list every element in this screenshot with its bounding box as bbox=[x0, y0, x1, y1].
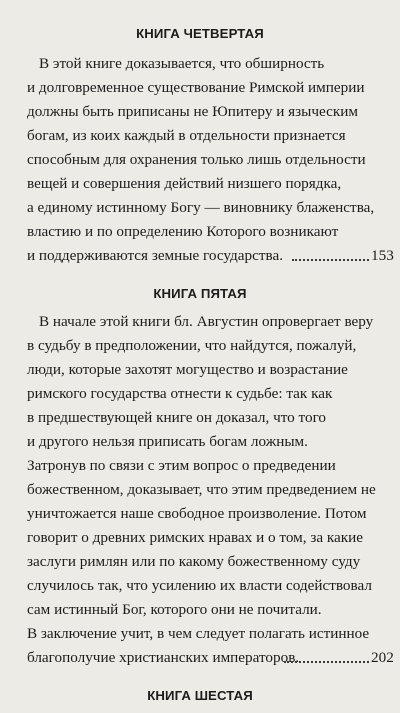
text-line: римского государства отнести к судьбе: так как bbox=[27, 385, 333, 402]
text-line: случилось так, что усилению их власти содействовал bbox=[27, 577, 372, 594]
text-line: способным для охранения только лишь отдельности bbox=[27, 151, 366, 168]
text-line: божественном, доказывает, что этим предведением не bbox=[27, 481, 376, 498]
text-line: богам, из коих каждый в отдельности признается bbox=[27, 127, 346, 144]
page-number: 202 bbox=[371, 649, 394, 666]
text-line: должны быть приписаны не Юпитеру и языческим bbox=[27, 103, 358, 120]
text-line: благополучие христианских императоров. bbox=[27, 649, 300, 666]
text-line: В этой книге доказывается, что обширность bbox=[39, 55, 325, 72]
text-line: говорит о древних римских нравах и о том, за какие bbox=[27, 529, 364, 546]
text-line: и долговременное существование Римской империи bbox=[27, 79, 365, 96]
text-line: а единому истинному Богу — виновнику блаженства, bbox=[27, 199, 375, 216]
text-line: В заключение учит, в чем следует полагать истинное bbox=[27, 625, 370, 642]
text-line: люди, которые захотят могущество и возрастание bbox=[27, 361, 348, 378]
text-line: Затронув по связи с этим вопрос о предведении bbox=[27, 457, 336, 474]
dot-leader bbox=[284, 655, 369, 663]
text-line: уничтожается наше свободное произволение. Потом bbox=[27, 505, 367, 522]
section-heading-book-5: КНИГА ПЯТАЯ bbox=[153, 286, 247, 301]
text-line: и другого нельзя приписать богам ложным. bbox=[27, 433, 308, 450]
dot-leader bbox=[292, 253, 369, 261]
page-number: 153 bbox=[371, 247, 394, 264]
text-line: сам истинный Бог, которого они не почитали. bbox=[27, 601, 322, 618]
text-line: и поддерживаются земные государства. bbox=[27, 247, 283, 264]
text-line: в предшествующей книге он доказал, что того bbox=[27, 409, 327, 426]
text-line: вещей и совершения действий низшего порядка, bbox=[27, 175, 342, 192]
section-heading-book-6: КНИГА ШЕСТАЯ bbox=[147, 688, 253, 703]
text-line: в судьбу в предположении, что найдутся, пожалуй, bbox=[27, 337, 357, 354]
text-line: заслуги римлян или по какому божественному суду bbox=[27, 553, 361, 570]
section-heading-book-4: КНИГА ЧЕТВЕРТАЯ bbox=[136, 26, 264, 41]
text-line: властию и по определению Которого возникают bbox=[27, 223, 339, 240]
text-line: В начале этой книги бл. Августин опровергает веру bbox=[39, 313, 374, 330]
